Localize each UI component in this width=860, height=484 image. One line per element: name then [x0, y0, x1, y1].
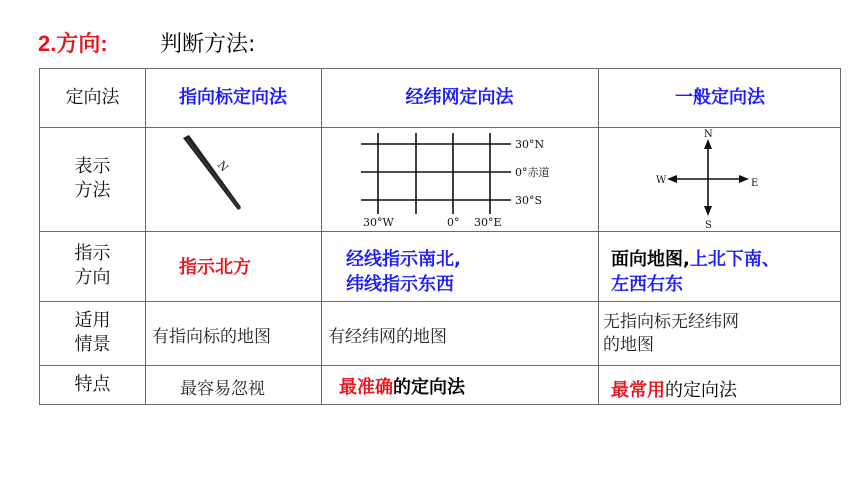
row-label-display [40, 127, 145, 231]
lat-lon-grid-illustration [321, 127, 598, 231]
usage-grid-map: 有经纬网的地图 [328, 327, 447, 347]
direction-general-blue2: 左西右东 [611, 274, 683, 295]
feature-general-black: 的定向法 [665, 380, 737, 401]
compass-icon [598, 127, 842, 231]
lon-label-30e: 30°E [474, 216, 502, 229]
direction-general-black: 面向地图, [611, 249, 690, 270]
usage-arrow-map: 有指向标的地图 [152, 327, 271, 347]
feature-grid [339, 373, 465, 399]
direction-north-text: 指示北方 [179, 257, 251, 278]
row-divider-3 [40, 301, 840, 302]
section-heading: 判断方法: [160, 32, 256, 57]
header-arrow-method: 指向标定向法 [179, 87, 287, 108]
compass-w: W [656, 175, 667, 186]
direction-grid-text [346, 247, 461, 297]
row-label-direction-line2: 方向 [74, 267, 111, 288]
header-general-method: 一般定向法 [675, 87, 765, 108]
row-label-usage-line2: 情景 [74, 334, 111, 355]
row-label-direction-line1: 指示 [74, 243, 111, 264]
direction-general-blue1: 上北下南、 [689, 249, 780, 270]
feature-grid-red: 最准确 [339, 377, 393, 398]
usage-general-map [603, 311, 739, 357]
lon-label-0: 0° [447, 216, 460, 229]
feature-grid-black: 的定向法 [393, 377, 465, 398]
row-label-usage [40, 301, 145, 365]
lon-label-30w: 30°W [363, 216, 394, 229]
lat-label-30n: 30°N [515, 138, 545, 151]
header-method: 定向法 [65, 87, 120, 108]
compass-illustration [598, 127, 842, 231]
direction-general-text [611, 247, 780, 297]
grid-lines [361, 133, 511, 214]
header-grid-method: 经纬网定向法 [405, 87, 514, 108]
row-label-direction [40, 231, 145, 301]
usage-general-line2: 的地图 [603, 335, 654, 355]
row-divider-2 [40, 231, 840, 232]
north-arrow-illustration [145, 127, 321, 231]
compass-n: N [704, 129, 713, 140]
row-label-display-line2: 方法 [74, 180, 111, 201]
row-label-display-line1: 表示 [74, 156, 111, 177]
feature-general-red: 最常用 [611, 380, 665, 401]
feature-general [611, 376, 737, 402]
direction-grid-line2: 纬线指示东西 [346, 274, 454, 295]
compass-e: E [751, 178, 759, 189]
row-label-feature: 特点 [74, 374, 111, 395]
north-arrow-letter: N [214, 158, 231, 175]
direction-methods-table [39, 68, 841, 405]
usage-general-line1: 无指向标无经纬网 [603, 312, 739, 332]
feature-arrow: 最容易忽视 [180, 379, 265, 399]
row-label-usage-line1: 适用 [74, 310, 111, 331]
direction-grid-line1: 经线指示南北, [346, 249, 461, 270]
lat-label-30s: 30°S [515, 194, 543, 207]
section-number: 2.方向: [38, 31, 108, 56]
compass-s: S [705, 220, 712, 231]
lat-label-equator: 0°赤道 [515, 166, 550, 179]
row-divider-4 [40, 365, 840, 366]
